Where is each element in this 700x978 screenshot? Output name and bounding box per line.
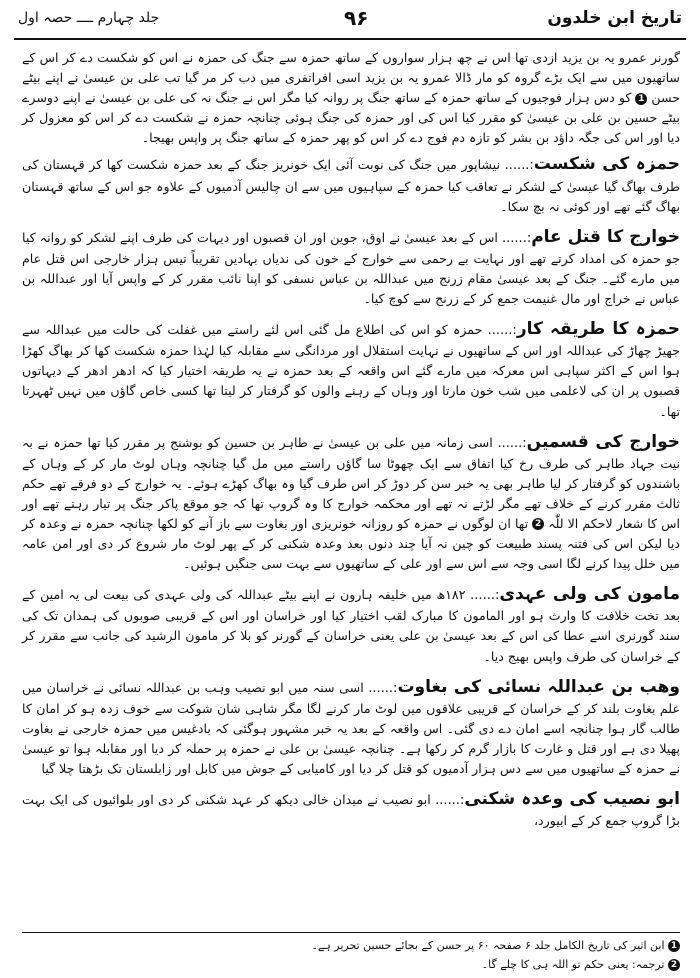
paragraph: حمزہ کا طریقہ کار:...... حمزہ کو اس کی اطلاع مل گئی اس لئے راستے میں غفلت کی حالت میں عبداللہ سے جھیڑ چھاڑ کی عبداللہ اور اس کے ساتھیوں نے نہایت استقلال اور مردانگی سے مقابلہ کیا لہٰذا حمزہ شکست کھا کر بھاگ کھڑا ہوا اس کے اکثر سپاہی اس معرکہ میں مارے گئے اس واقعہ کے بعد حمزہ نے یہ طریقہ اختیار کیا کہ ادھر ادھر کے دیہاتوں قصبوں پر ان کی لاعلمی میں شب خون مارتا اور وہاں کے رہنے والوں کو گرفتار کر لیتا تھا کسی خاص گاؤں میں نہیں ٹھہرتا تھا۔ xyxy=(22,319,680,419)
footnote-text: ترجمہ: یعنی حکم تو اللہ ہی کا چلے گا۔ xyxy=(481,958,665,971)
paragraph: ابو نصیب کی وعدہ شکنی:...... ابو نصیب نے میدان خالی دیکھ کر عہد شکنی کر دی اور بلوائیوں کی ایک بہت بڑا گروپ جمع کر کے ابیورد، xyxy=(22,789,680,829)
paragraph: حمزہ کی شکست:...... نیشاپور میں جنگ کی نوبت آئی ایک خونریز جنگ کے بعد حمزہ شکست کھا کر قہستان کی طرف بھاگ گیا عیسیٰ کے لشکر نے تعاقب کیا حمزہ کے سپاہیوں میں سے ان چالیس آدمیوں کے علاوہ جو اس کے ساتھ قہستان بھاگ گئے تھے اور کوئی نہ بچ سکا۔ xyxy=(22,154,680,214)
footnotes xyxy=(22,936,680,974)
paragraph-text: ابو نصیب نے میدان خالی دیکھ کر عہد شکنی کر دی اور بلوائیوں کی ایک بہت بڑا گروپ جمع کر کے ابیورد، xyxy=(22,792,680,829)
paragraph-text: گورنر عمرو یہ بن یزید ازدی تھا اس نے چھ ہزار سواروں کے ساتھ حمزہ سے جنگ کی حمزہ نے اس کو شکست دے کر اس کے ساتھیوں میں سے ایک بڑے گروہ کو مار ڈالا عمرو یہ بن یزید اسی افراتفری میں دب کر مر گیا تب علی بن عیسیٰ نے اپنے بیٹے حسن xyxy=(22,50,680,106)
section-heading: مامون کی ولی عہدی xyxy=(499,584,680,605)
section-heading: حمزہ کی شکست xyxy=(533,154,680,175)
section-heading: حمزہ کا طریقہ کار xyxy=(516,319,680,340)
main-text xyxy=(22,48,680,841)
footnote xyxy=(22,936,680,955)
footnote-divider xyxy=(22,932,680,933)
paragraph-text: حمزہ کو اس کی اطلاع مل گئی اس لئے راستے میں غفلت کی حالت میں عبداللہ سے جھیڑ چھاڑ کی عبداللہ اور اس کے ساتھیوں نے نہایت استقلال اور مردانگی سے مقابلہ کیا لہٰذا حمزہ شکست کھا کر بھاگ کھڑا ہوا اس کے اکثر سپاہی اس معرکہ میں مارے گئے اس واقعہ کے بعد حمزہ نے یہ طریقہ اختیار کیا کہ ادھر ادھر کے دیہاتوں قصبوں پر ان کی لاعلمی میں شب خون مارتا اور وہاں کے رہنے والوں کو گرفتار کر لیتا تھا کسی خاص گاؤں میں نہیں ٹھہرتا تھا۔ xyxy=(22,322,680,419)
paragraph-text: کو دس ہزار فوجیوں کے ساتھ حمزہ کے ساتھ جنگ پر روانہ کیا مگر اس نے جنگ نہ کی علی بن عیسیٰ نے اپنے دوسرے بیٹے حسین بن علی بن عیسیٰ کو مقرر کیا اس کی اور حمزہ کی جنگ ہوئی چنانچہ حمزہ نے شکست دے کر اس کو معزول کر دیا اور اس کی جگہ داؤد بن بشر کو تازہ دم فوج دے کر اس کو پھر حمزہ کے ساتھ جنگ پر واپس بھیجا۔ xyxy=(22,90,680,146)
footnote-marker: 2 xyxy=(532,518,544,530)
footnote xyxy=(22,955,680,974)
paragraph-text: اس کے بعد عیسیٰ نے اوق، جوین اور ان قصبوں اور دیہات کی طرف اپنے لشکر کو روانہ کیا جو حمزہ کی امداد کرتے تھے اور نہایت بے رحمی سے خوارج کے خون کی ندیاں بہادیں تقریباً تیس ہزار خارجی اس قتل عام میں مارے گئے۔ جنگ کے بعد عیسیٰ مقام زرنج میں عبداللہ بن عباس نسفی کو اپنا نائب مقرر کر کے واپس آیا اور عبداللہ بن عباس نے خراج اور مال غنیمت جمع کر کے زرنج سے کوچ کیا۔ xyxy=(22,229,680,307)
section-heading: وھب بن عبداللہ نسائی کی بغاوت xyxy=(397,676,680,697)
section-heading: ابو نصیب کی وعدہ شکنی xyxy=(464,789,680,810)
paragraph: خوارج کا قتل عام:...... اس کے بعد عیسیٰ نے اوق، جوین اور ان قصبوں اور دیہات کی طرف اپنے لشکر کو روانہ کیا جو حمزہ کی امداد کرتے تھے اور نہایت بے رحمی سے خوارج کے خون کی ندیاں بہادیں تقریباً تیس ہزار خارجی اس قتل عام میں مارے گئے۔ جنگ کے بعد عیسیٰ مقام زرنج میں عبداللہ بن عباس نسفی کو اپنا نائب مقرر کر کے واپس آیا اور عبداللہ بن عباس نے خراج اور مال غنیمت جمع کر کے زرنج سے کوچ کیا۔ xyxy=(22,226,680,307)
paragraph-text: اسی سنہ میں ابو نصیب وہب بن عبداللہ نسائی نے خراسان میں علم بغاوت بلند کر کے خراسان کے قریبی علاقوں میں لوٹ مار کرنے لگا مگر شاہی شان شوکت سے خوف زدہ ہو کر امان کا طالب گار ہوا چنانچہ اسے امان دے دی گئی۔ اس واقعہ کے بعد یہ خبر مشہور ہوگئی کہ بادغیس میں حمزہ خارجی نے بغاوت پھیلا دی ہے اور قتل و غارت کا بازار گرم کر رکھا ہے۔ چنانچہ عیسیٰ بن علی نے حمزہ پر حملہ کر دیا اور مقابلہ ہوا تو عیسیٰ نے حمزہ کے ساتھیوں میں سے دس ہزار آدمیوں کو قتل کر دیا اور کامیابی کے جوش میں کابل اور زابلستان تک بڑھتا چلا گیا xyxy=(22,679,680,776)
volume-info: جلد چہارم ــــ حصہ اول xyxy=(18,10,160,26)
footnote-marker: 1 xyxy=(668,940,680,952)
page-number: ۹۶ xyxy=(344,6,369,30)
paragraph-text: اسی زمانہ میں علی بن عیسیٰ نے طاہر بن حسین کو بوشنج پر مقرر کیا تھا حمزہ نے بہ نیت جہاد طاہر کی طرف رخ کیا اتفاق سے ایک چھوٹا سا گاؤں راستے میں مل گیا چنانچہ وہاں لوٹ مار کر کے وہاں کے باشندوں کو گرفتار کر لیا طاہر بھی یہ خبر سن کر دوڑ کر اس طرف گیا وہ بھاگ کھڑے ہوئے۔ یہ خوارج کے دو فرقے تھے حکم ثالث مقرر کرنے کے خلاف تھے مگر لڑتے نہ تھے اور محکمہ خوارج کا وہ گروپ تھا کہ جو موقع پاکر جنگ پر تیار رہتے تھے اور اس کا شعار لاحکم الا للّٰہ xyxy=(22,434,680,531)
paragraph xyxy=(22,48,680,148)
paragraph-text: ۱۸۲ھ میں خلیفہ ہارون نے اپنے بیٹے عبداللہ کی ولی عہدی کی بیعت لی یہ امین کے بعد تخت خلافت کا وارث ہو اور المامون کا مبارک لقب اختیار کیا اور خراسان اور اس کے قریبی صوبوں کی ہمدان تک کی سند گورنری اسے عطا کی اس کے بعد عیسیٰ بن علی یعنی خراسان کے گورنر کو بلا کر مامون الرشید کی جانب سے مقرر کر کے خراسان کی طرف واپس بھیج دیا۔ xyxy=(22,587,680,664)
section-heading: خوارج کی قسمیں xyxy=(526,431,680,452)
footnote-marker: 2 xyxy=(668,959,680,971)
book-title: تاریخ ابن خلدون xyxy=(547,8,682,28)
paragraph-text: تھا ان لوگوں نے حمزہ کو روزانہ خونریزی اور بغاوت سے باز آنے کو لکھا چنانچہ حمزہ نے وعدہ کر دیا لیکن اس کی فتنہ پسند طبیعت کو چین نہ آیا چند دنوں بعد وعدہ شکنی کر کے پھر لوٹ مار شروع کر دی اور امن عامہ میں خلل پیدا کرنے لگا اسی وجہ سے اس سے اور علی کے ساتھیوں سے بہت سی جنگیں ہوئیں۔ xyxy=(22,515,680,572)
section-heading: خوارج کا قتل عام xyxy=(531,226,680,247)
footnote-marker: 1 xyxy=(635,93,647,105)
paragraph-text: نیشاپور میں جنگ کی نوبت آئی ایک خونریز جنگ کے بعد حمزہ شکست کھا کر قہستان کی طرف بھاگ گیا عیسیٰ کے لشکر نے تعاقب کیا حمزہ کے سپاہیوں میں سے ان چالیس آدمیوں کے علاوہ جو اس کے ساتھ قہستان بھاگ گئے تھے اور کوئی نہ بچ سکا۔ xyxy=(22,157,680,214)
paragraph: مامون کی ولی عہدی:...... ۱۸۲ھ میں خلیفہ ہارون نے اپنے بیٹے عبداللہ کی ولی عہدی کی بیعت لی یہ امین کے بعد تخت خلافت کا وارث ہو اور المامون کا مبارک لقب اختیار کیا اور خراسان اور اس کے قریبی صوبوں کی ہمدان تک کی سند گورنری اسے عطا کی اس کے بعد عیسیٰ بن علی یعنی خراسان کے گورنر کو بلا کر مامون الرشید کی جانب سے مقرر کر کے خراسان کی طرف واپس بھیج دیا۔ xyxy=(22,584,680,664)
footnote-text: ابن اثیر کی تاریخ الکامل جلد ۶ صفحہ ۶۰ پر حسن کے بجائے حسین تحریر ہے۔ xyxy=(311,939,665,952)
paragraph: وھب بن عبداللہ نسائی کی بغاوت:...... اسی سنہ میں ابو نصیب وہب بن عبداللہ نسائی نے خراسان میں علم بغاوت بلند کر کے خراسان کے قریبی علاقوں میں لوٹ مار کرنے لگا مگر شاہی شان شوکت سے خوف زدہ ہو کر امان کا طالب گار ہوا چنانچہ اسے امان دے دی گئی۔ اس واقعہ کے بعد یہ خبر مشہور ہوگئی کہ بادغیس میں حمزہ خارجی نے بغاوت پھیلا دی ہے اور قتل و غارت کا بازار گرم کر رکھا ہے۔ چنانچہ عیسیٰ بن علی نے حمزہ پر حملہ کر دیا اور مقابلہ ہوا تو عیسیٰ نے حمزہ کے ساتھیوں میں سے دس ہزار آدمیوں کو قتل کر دیا اور کامیابی کے جوش میں کابل اور زابلستان تک بڑھتا چلا گیا xyxy=(22,676,680,776)
paragraph: خوارج کی قسمیں:...... اسی زمانہ میں علی بن عیسیٰ نے طاہر بن حسین کو بوشنج پر مقرر کیا تھا حمزہ نے بہ نیت جہاد طاہر کی طرف رخ کیا اتفاق سے ایک چھوٹا سا گاؤں راستے میں مل گیا چنانچہ وہاں لوٹ مار کر کے وہاں کے باشندوں کو گرفتار کر لیا طاہر بھی یہ خبر سن کر دوڑ کر اس طرف گیا وہ بھاگ کھڑے ہوئے۔ یہ خوارج کے دو فرقے تھے حکم ثالث مقرر کرنے کے خلاف تھے مگر لڑتے نہ تھے اور محکمہ خوارج کا وہ گروپ تھا کہ جو موقع پاکر جنگ پر تیار رہتے تھے اور اس کا شعار لاحکم الا للّٰہ 2 تھا ان لوگوں نے حمزہ کو روزانہ خونریزی اور بغاوت سے باز آنے کو لکھا چنانچہ حمزہ نے وعدہ کر دیا لیکن اس کی فتنہ پسند طبیعت کو چین نہ آیا چند دنوں بعد وعدہ شکنی کر کے پھر لوٹ مار شروع کر دی اور امن عامہ میں خلل پیدا کرنے لگا اسی وجہ سے اس سے اور علی کے ساتھیوں سے بہت سی جنگیں ہوئیں۔ xyxy=(22,431,680,572)
page-header xyxy=(14,6,686,40)
